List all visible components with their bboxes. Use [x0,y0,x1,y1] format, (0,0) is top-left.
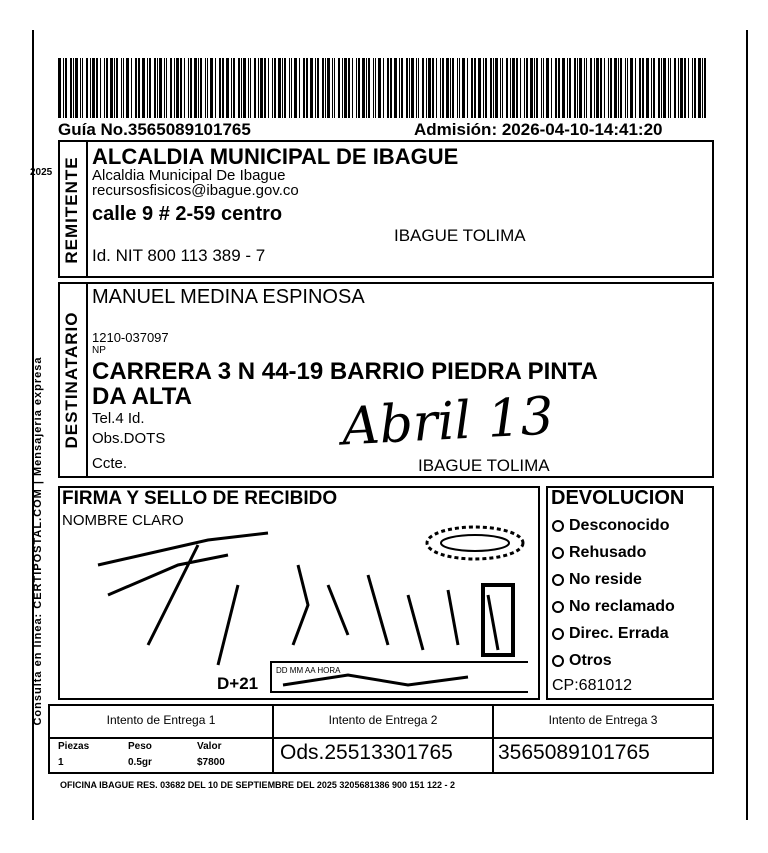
recipient-city: IBAGUE TOLIMA [418,456,550,475]
sender-label-divider [86,140,88,278]
recipient-tel: Tel.4 Id. [92,410,145,427]
sender-name: ALCALDIA MUNICIPAL DE IBAGUE [92,144,459,169]
recipient-section-label: DESTINATARIO [62,311,81,449]
recipient-address-line2: DA ALTA [92,383,192,410]
return-option[interactable]: Direc. Errada [552,620,675,647]
value-label: Valor [197,741,222,752]
return-option[interactable]: No reside [552,566,675,593]
footer-text: OFICINA IBAGUE RES. 03682 DEL 10 DE SEPTIEMBRE DEL 2025 3205681386 900 151 122 - 2 [60,780,456,790]
return-options [552,512,675,674]
handwritten-date: Abril 13 [340,386,556,458]
recipient-np: NP [92,345,106,356]
recipient-address-line1: CARRERA 3 N 44-19 BARRIO PIEDRA PINTA [92,358,598,385]
recipient-code: 1210-037097 [92,330,169,345]
d-plus-mark: D+21 [217,674,259,693]
receipt-title: FIRMA Y SELLO DE RECIBIDO [62,488,338,509]
recipient-label-divider [86,282,88,478]
receipt-date-row: DD MM AA HORA [276,666,341,675]
radio-icon [552,628,564,640]
sender-subname: Alcaldia Municipal De Ibague [92,167,286,184]
guide-number-bottom: 3565089101765 [498,741,650,764]
return-option[interactable]: No reclamado [552,593,675,620]
guide-number: Guía No.3565089101765 [58,120,251,139]
return-option[interactable]: Otros [552,647,675,674]
side-website-text: Consulta en línea: CERTIPOSTAL.COM | Mensajería expresa [32,356,44,726]
sender-address: calle 9 # 2-59 centro [92,203,283,225]
attempt-2: Intento de Entrega 2 [328,713,438,727]
sender-nit: Id. NIT 800 113 389 - 7 [92,246,266,265]
return-cp: CP:681012 [552,677,633,694]
sender-section-label: REMITENTE [62,156,81,264]
recipient-obs: Obs.DOTS [92,430,166,447]
pieces-value: 1 [58,757,64,768]
year-mark: 2025 [30,167,53,178]
receipt-name-label: NOMBRE CLARO [62,512,184,529]
recipient-name: MANUEL MEDINA ESPINOSA [92,286,365,308]
value-amount: $7800 [197,757,225,768]
attempt-3: Intento de Entrega 3 [548,713,658,727]
weight-label: Peso [128,741,152,752]
radio-icon [552,520,564,532]
pieces-label: Piezas [58,741,90,752]
radio-icon [552,601,564,613]
barcode [58,58,714,118]
admission-datetime: Admisión: 2026-04-10-14:41:20 [414,120,663,139]
recipient-ccte: Ccte. [92,455,128,472]
attempt-1: Intento de Entrega 1 [106,713,216,727]
radio-icon [552,574,564,586]
radio-icon [552,547,564,559]
radio-icon [552,655,564,667]
sender-city: IBAGUE TOLIMA [394,226,526,245]
weight-value: 0.5gr [128,757,152,768]
sender-email: recursosfisicos@ibague.gov.co [92,182,299,199]
attempts-row-divider [48,737,714,739]
ods-number: Ods.25513301765 [280,741,453,764]
return-title: DEVOLUCION [551,487,685,509]
return-option[interactable]: Desconocido [552,512,675,539]
return-option[interactable]: Rehusado [552,539,675,566]
